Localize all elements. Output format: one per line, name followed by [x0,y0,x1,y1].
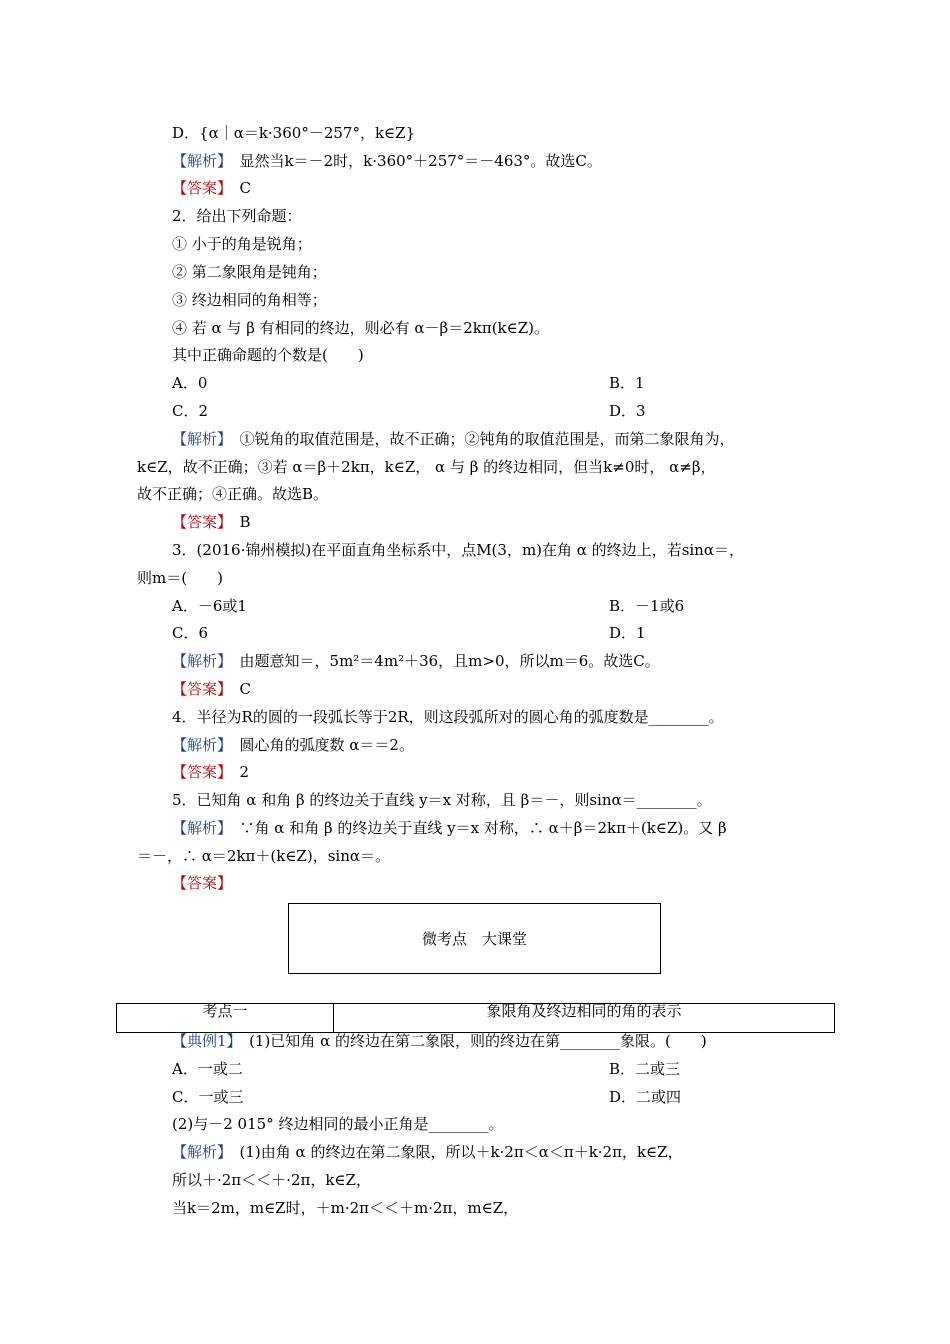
answer-text: C [239,179,252,197]
question-stem: 3．(2016·锦州模拟)在平面直角坐标系中，点M(3，m)在角 α 的终边上，若sinα＝， [172,541,744,559]
example-tag: 【典例1】 [172,1032,235,1050]
answer-text: 2 [239,763,250,781]
answer-line [172,762,249,782]
option-a: A．一或二 [172,1060,243,1078]
analysis-text: ＝－，∴ α＝2kπ＋(k∈Z)，sinα＝。 [137,847,390,865]
example-stem: (1)已知角 α 的终边在第二象限，则的终边在第________象限。( ) [249,1032,707,1050]
table-row [117,1004,835,1033]
analysis-tag: 【解析】 [172,1143,225,1161]
answer-tag: 【答案】 [172,680,225,698]
answer-tag: 【答案】 [172,179,225,197]
answer-tag: 【答案】 [172,513,225,531]
analysis-text: 由题意知＝，5m²＝4m²＋36，且m>0，所以m＝6。故选C。 [239,652,660,670]
option-b: B．－1或6 [609,597,685,615]
topic-title: 象限角及终边相同的角的表示 [334,1004,835,1033]
question-stem: 5．已知角 α 和角 β 的终边关于直线 y＝x 对称，且 β＝－，则sinα＝________。 [172,791,712,809]
analysis-text: ①锐角的取值范围是，故不正确；②钝角的取值范围是，而第二象限角为， [239,430,735,448]
analysis-text: 显然当k＝－2时，k·360°＋257°＝－463°。故选C。 [239,152,602,170]
question-ask: 其中正确命题的个数是( ) [172,346,364,364]
analysis-line [172,429,735,449]
topic-label: 考点一 [117,1004,334,1033]
section-title-box [288,903,661,974]
option-d: D．{α｜α＝k·360°－257°，k∈Z} [172,124,416,142]
question-stem: 2．给出下列命题： [172,207,302,225]
proposition-2: ② 第二象限角是钝角； [172,263,327,281]
analysis-line [172,651,660,671]
section-title: 微考点 大课堂 [421,930,527,948]
question-stem: 4．半径为R的圆的一段弧长等于2R，则这段弧所对的圆心角的弧度数是________。 [172,708,724,726]
analysis-text: (1)由角 α 的终边在第二象限，所以＋k·2π＜α＜π＋k·2π，k∈Z， [239,1143,683,1161]
option-b: B．二或三 [609,1060,681,1078]
option-b: B．1 [609,374,645,392]
example-question-2: (2)与－2 015° 终边相同的最小正角是________。 [172,1115,504,1133]
analysis-line [172,818,727,838]
option-d: D．二或四 [609,1088,682,1106]
analysis-tag: 【解析】 [172,430,225,448]
answer-line [172,512,251,532]
option-a: A．－6或1 [172,597,247,615]
analysis-text: ∵角 α 和角 β 的终边关于直线 y＝x 对称，∴ α＋β＝2kπ＋(k∈Z)。又 β [239,819,727,837]
analysis-tag: 【解析】 [172,652,225,670]
analysis-line [172,151,602,171]
example-line [172,1031,707,1051]
analysis-text: 圆心角的弧度数 α＝＝2。 [239,736,414,754]
analysis-tag: 【解析】 [172,736,225,754]
analysis-text: 所以＋·2π＜＜＋·2π，k∈Z， [172,1171,371,1189]
analysis-text: k∈Z，故不正确；③若 α＝β＋2kπ，k∈Z， α 与 β 的终边相同，但当k≠0时， α≠β， [137,458,716,476]
proposition-1: ① 小于的角是锐角； [172,235,312,253]
option-c: C．2 [172,402,209,420]
analysis-text: 故不正确；④正确。故选B。 [137,485,329,503]
answer-line [172,178,251,198]
answer-text: C [239,680,252,698]
question-stem-cont: 则m＝( ) [137,569,223,587]
answer-line [172,679,251,699]
analysis-line [172,1142,683,1162]
topic-table [116,1003,835,1033]
answer-text: B [239,513,251,531]
answer-tag: 【答案】 [172,763,225,781]
option-d: D．3 [609,402,646,420]
option-a: A．0 [172,374,208,392]
answer-line [172,873,232,893]
answer-tag: 【答案】 [172,874,233,892]
analysis-tag: 【解析】 [172,819,225,837]
analysis-text: 当k＝2m，m∈Z时，＋m·2π＜＜＋m·2π，m∈Z， [172,1199,519,1217]
analysis-tag: 【解析】 [172,152,225,170]
analysis-line [172,735,414,755]
option-c: C．一或三 [172,1088,244,1106]
proposition-3: ③ 终边相同的角相等； [172,291,327,309]
option-d: D．1 [609,624,646,642]
option-c: C．6 [172,624,209,642]
proposition-4: ④ 若 α 与 β 有相同的终边，则必有 α－β＝2kπ(k∈Z)。 [172,319,550,337]
